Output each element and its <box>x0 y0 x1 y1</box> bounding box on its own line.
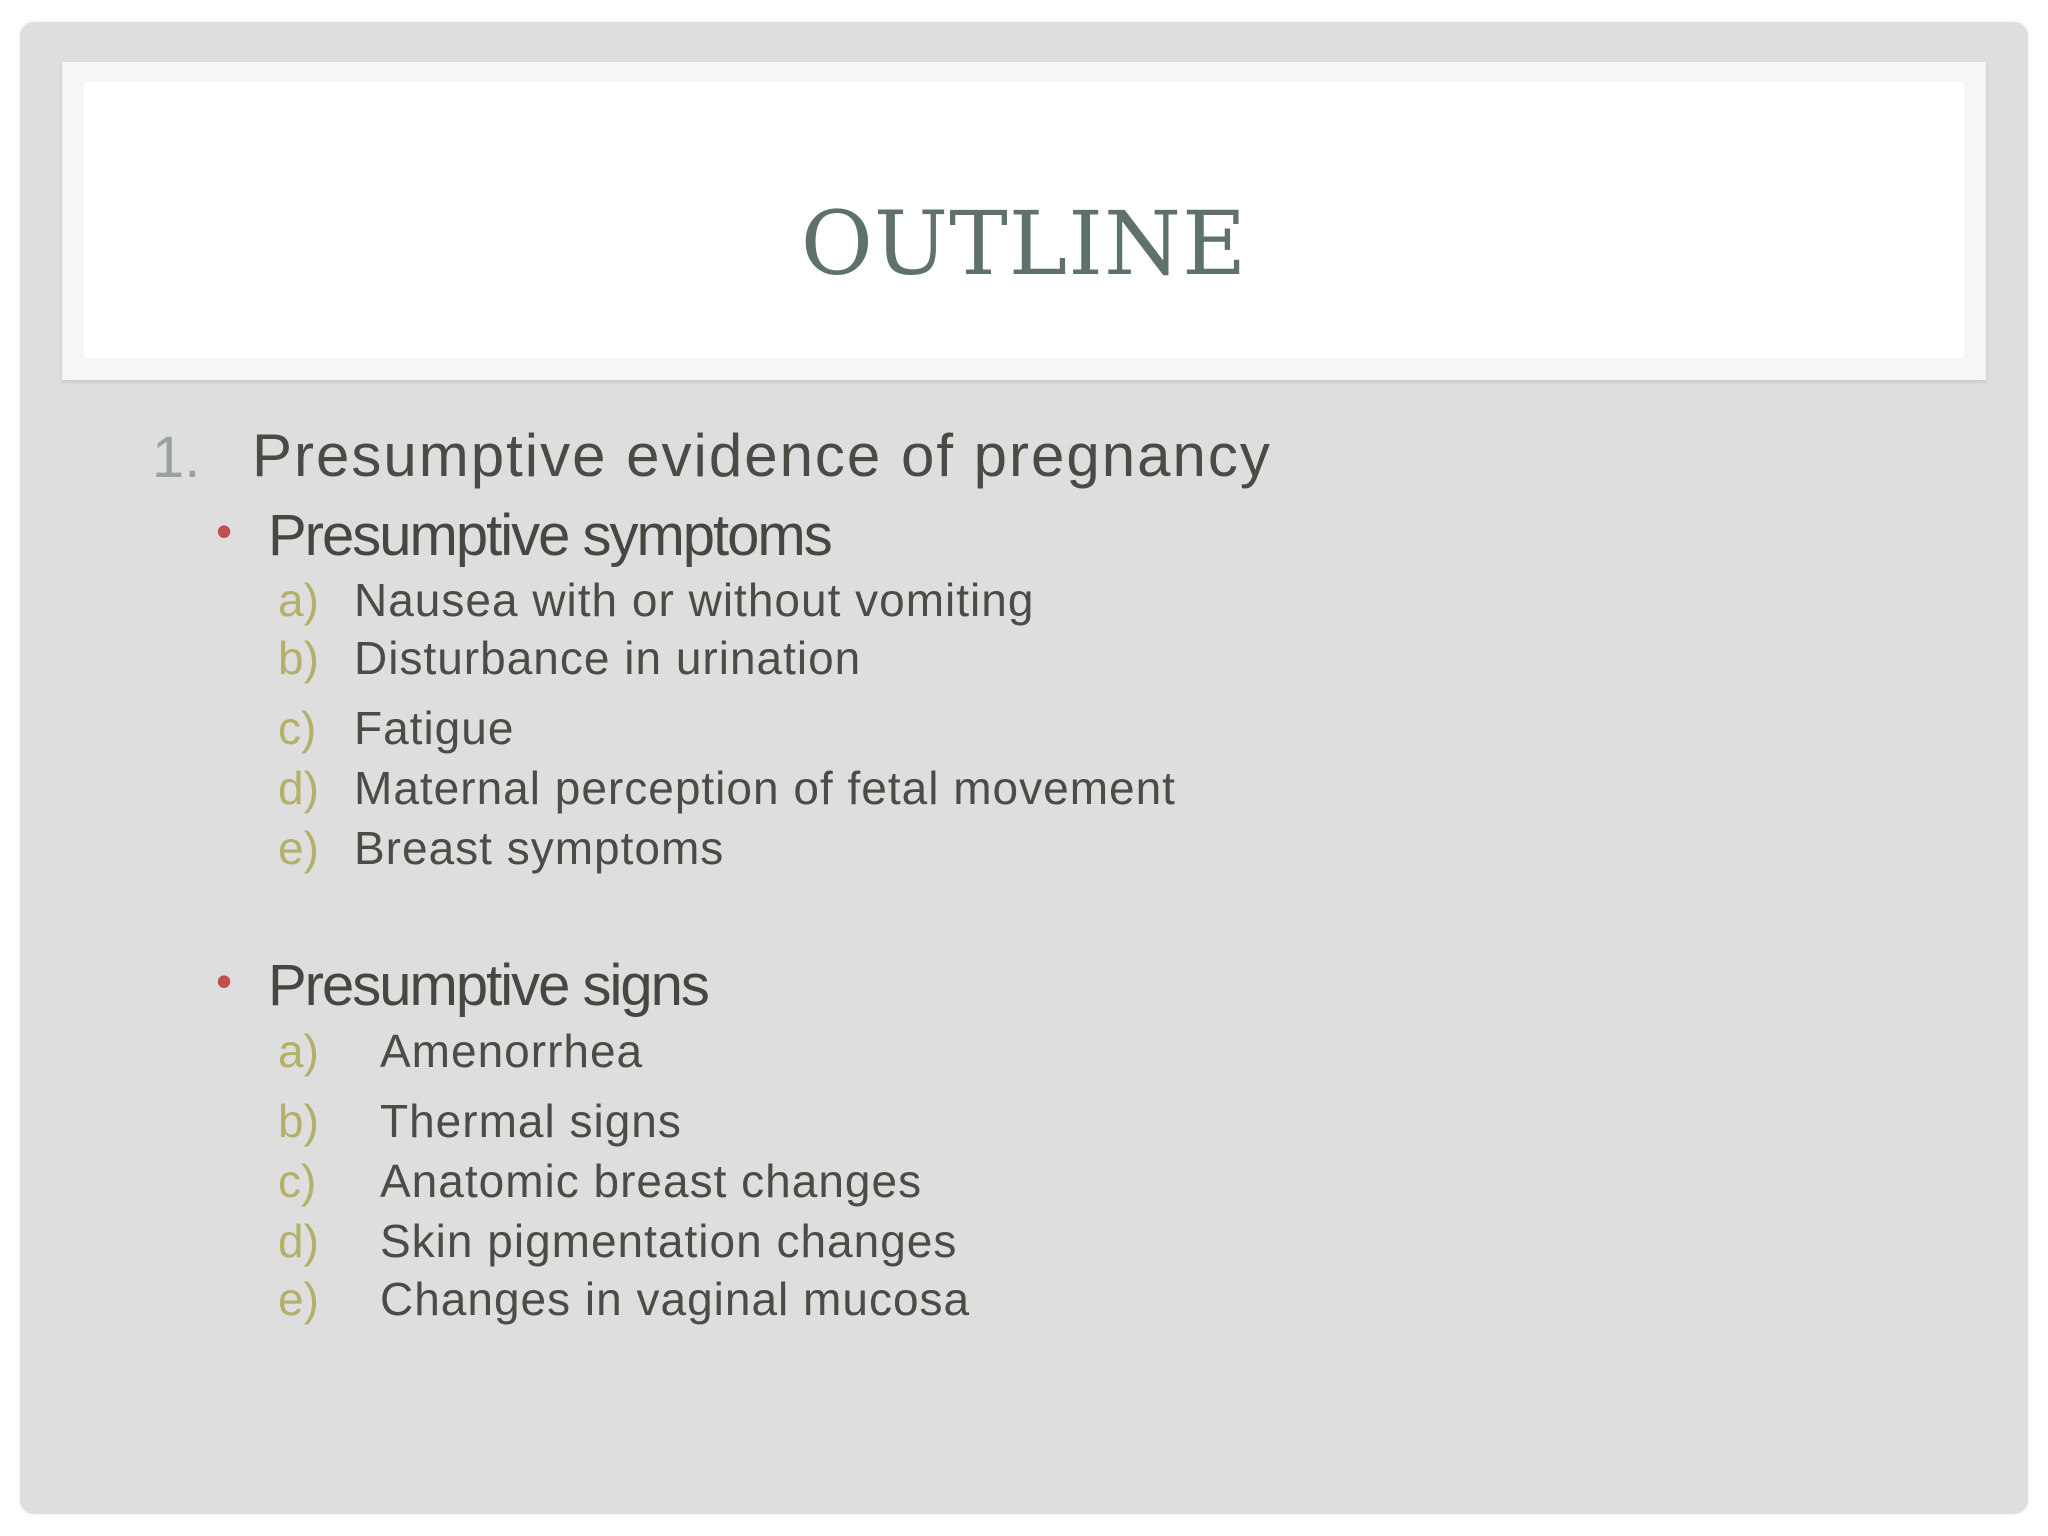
list-marker: c) <box>278 1155 317 1207</box>
list-marker: a) <box>278 574 319 626</box>
list-item: Fatigue <box>354 702 515 754</box>
list-item: Breast symptoms <box>354 822 725 874</box>
list-marker: c) <box>278 702 317 754</box>
bullet-dot: • <box>216 955 233 1007</box>
list-item: Amenorrhea <box>380 1025 644 1077</box>
bullet-dot: • <box>216 505 233 557</box>
list-marker: b) <box>278 632 319 684</box>
signs-heading: Presumptive signs <box>268 953 708 1018</box>
list-item: Changes in vaginal mucosa <box>380 1273 971 1325</box>
slide <box>20 22 2028 1514</box>
list-marker: a) <box>278 1025 319 1077</box>
list-item: Thermal signs <box>380 1095 682 1147</box>
section-number: 1. <box>152 425 201 490</box>
list-marker: d) <box>278 762 319 814</box>
list-item: Maternal perception of fetal movement <box>354 762 1176 814</box>
list-item: Anatomic breast changes <box>380 1155 923 1207</box>
list-marker: b) <box>278 1095 319 1147</box>
symptoms-heading: Presumptive symptoms <box>268 503 831 568</box>
list-marker: e) <box>278 822 319 874</box>
slide-body <box>20 22 2028 1514</box>
slide-title: OUTLINE <box>800 192 1248 295</box>
list-marker: e) <box>278 1273 319 1325</box>
list-item: Nausea with or without vomiting <box>354 574 1035 626</box>
list-item: Skin pigmentation changes <box>380 1215 958 1267</box>
section-heading: Presumptive evidence of pregnancy <box>252 422 1272 489</box>
list-item: Disturbance in urination <box>354 632 862 684</box>
list-marker: d) <box>278 1215 319 1267</box>
